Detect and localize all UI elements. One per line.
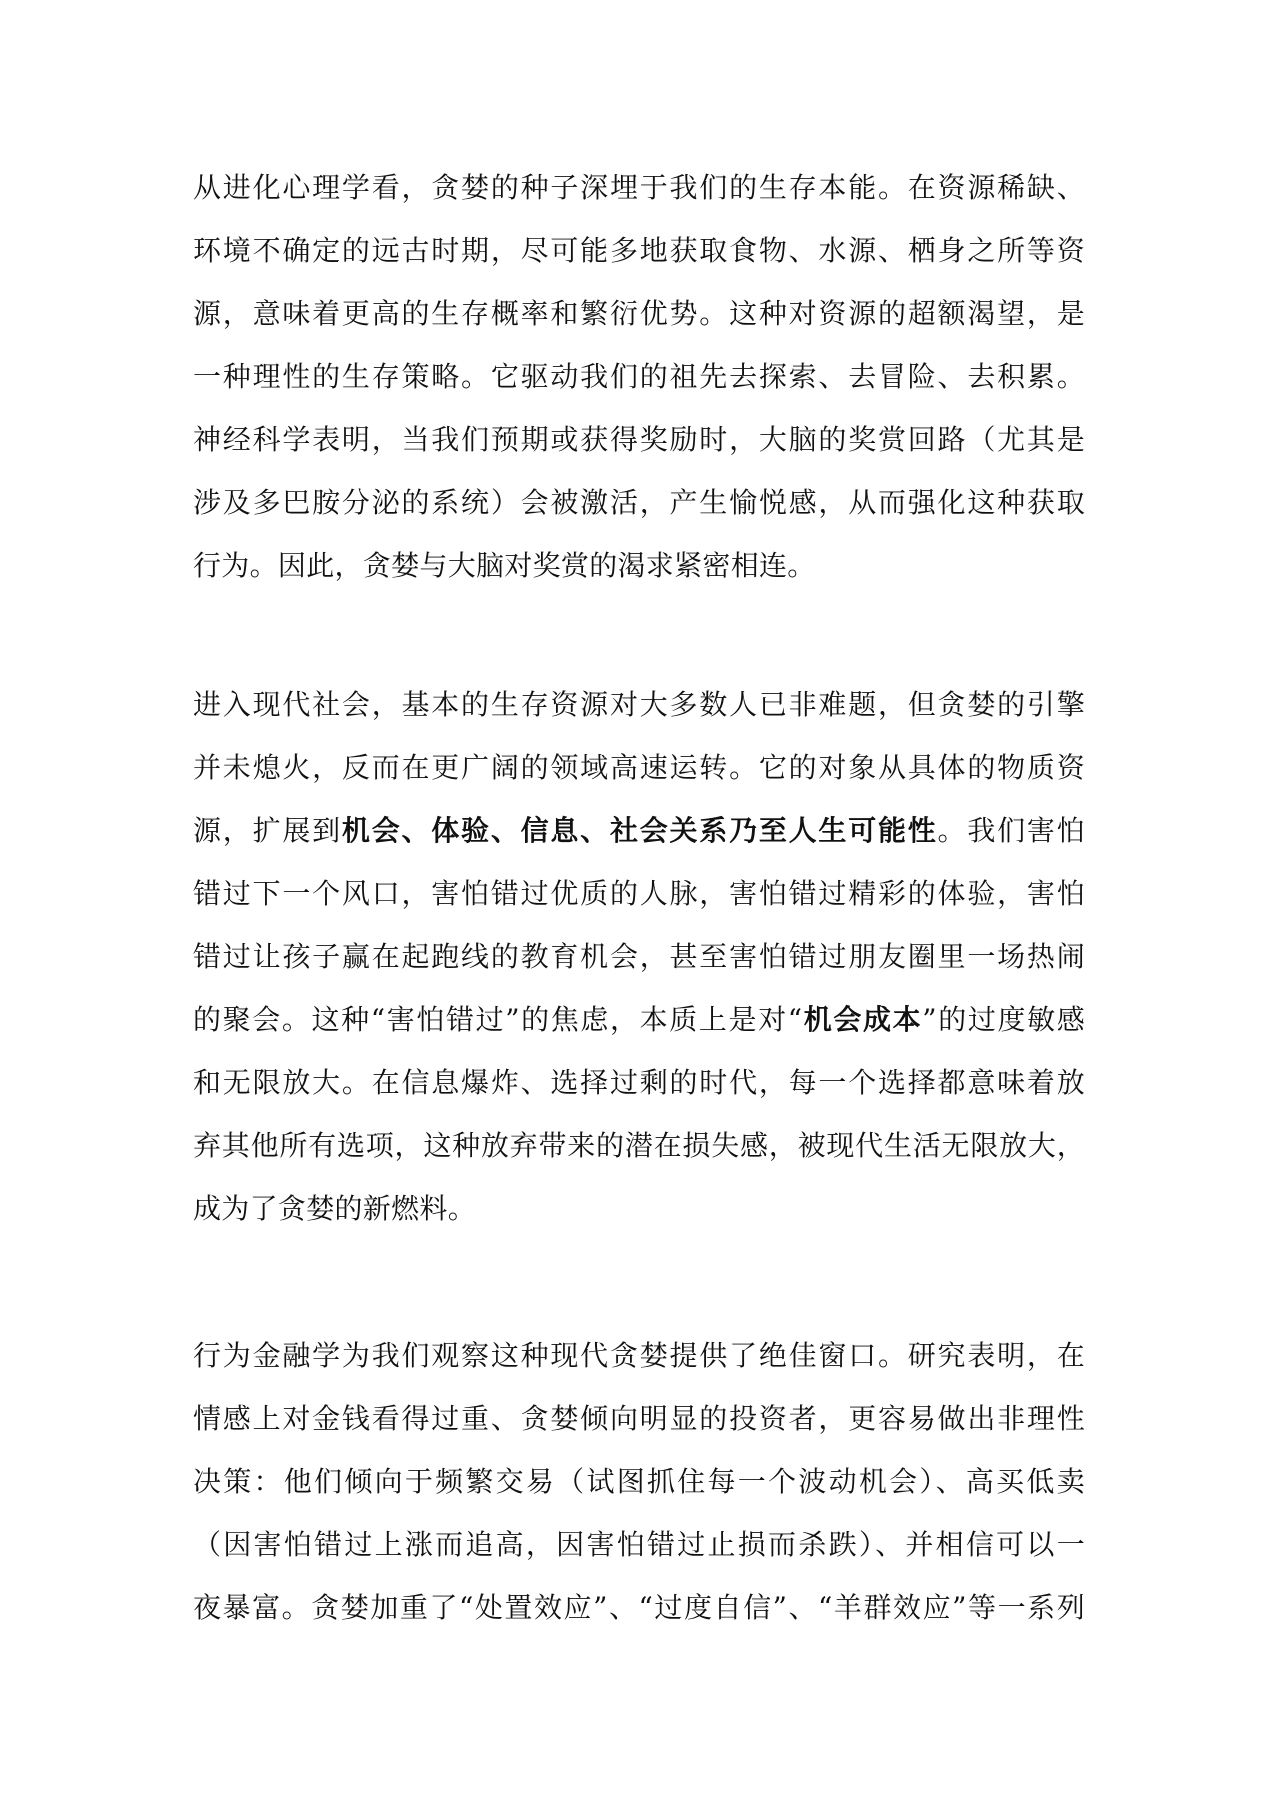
text-line: 从进化心理学看，贪婪的种子深埋于我们的生存本能。在资源稀缺、 xyxy=(193,171,1085,204)
text-line xyxy=(193,799,1085,862)
text-line: 进入现代社会，基本的生存资源对大多数人已非难题，但贪婪的引擎 xyxy=(193,688,1085,721)
text-line: 并未熄火，反而在更广阔的领域高速运转。它的对象从具体的物质资 xyxy=(193,751,1085,784)
text-line: 和无限放大。在信息爆炸、选择过剩的时代，每一个选择都意味着放 xyxy=(193,1066,1085,1099)
text-span: 源，扩展到 xyxy=(193,814,342,847)
text-line xyxy=(193,988,1085,1051)
text-line: 涉及多巴胺分泌的系统）会被激活，产生愉悦感，从而强化这种获取 xyxy=(193,486,1085,519)
emphasis-text: 机会、体验、信息、社会关系乃至人生可能性 xyxy=(341,814,938,847)
text-line: 环境不确定的远古时期，尽可能多地获取食物、水源、栖身之所等资 xyxy=(193,234,1085,267)
paragraph-evolutionary-psychology xyxy=(193,156,1085,597)
emphasis-text: 机会成本 xyxy=(802,1003,923,1036)
text-line: 决策：他们倾向于频繁交易（试图抓住每一个波动机会）、高买低卖 xyxy=(193,1465,1085,1498)
text-line: 情感上对金钱看得过重、贪婪倾向明显的投资者，更容易做出非理性 xyxy=(193,1402,1085,1435)
text-line: 源，意味着更高的生存概率和繁衍优势。这种对资源的超额渴望，是 xyxy=(193,297,1085,330)
text-line: 弃其他所有选项，这种放弃带来的潜在损失感，被现代生活无限放大， xyxy=(193,1129,1085,1162)
text-span: ”的过度敏感 xyxy=(922,1003,1085,1036)
text-line: 成为了贪婪的新燃料。 xyxy=(193,1192,477,1225)
text-line: 错过让孩子赢在起跑线的教育机会，甚至害怕错过朋友圈里一场热闹 xyxy=(193,940,1085,973)
text-line: （因害怕错过上涨而追高，因害怕错过止损而杀跌）、并相信可以一 xyxy=(193,1528,1085,1561)
text-line: 神经科学表明，当我们预期或获得奖励时，大脑的奖赏回路（尤其是 xyxy=(193,423,1085,456)
text-line: 错过下一个风口，害怕错过优质的人脉，害怕错过精彩的体验，害怕 xyxy=(193,877,1085,910)
text-span: 的聚会。这种“害怕错过”的焦虑，本质上是对“ xyxy=(193,1003,803,1036)
paragraph-modern-society xyxy=(193,673,1085,1240)
text-span: 。我们害怕 xyxy=(937,814,1085,847)
paragraph-behavioral-finance xyxy=(193,1324,1085,1639)
text-line: 一种理性的生存策略。它驱动我们的祖先去探索、去冒险、去积累。 xyxy=(193,360,1085,393)
text-line: 夜暴富。贪婪加重了“处置效应”、“过度自信”、“羊群效应”等一系列 xyxy=(193,1591,1085,1624)
text-line: 行为金融学为我们观察这种现代贪婪提供了绝佳窗口。研究表明，在 xyxy=(193,1339,1085,1372)
text-line: 行为。因此，贪婪与大脑对奖赏的渴求紧密相连。 xyxy=(193,549,816,582)
